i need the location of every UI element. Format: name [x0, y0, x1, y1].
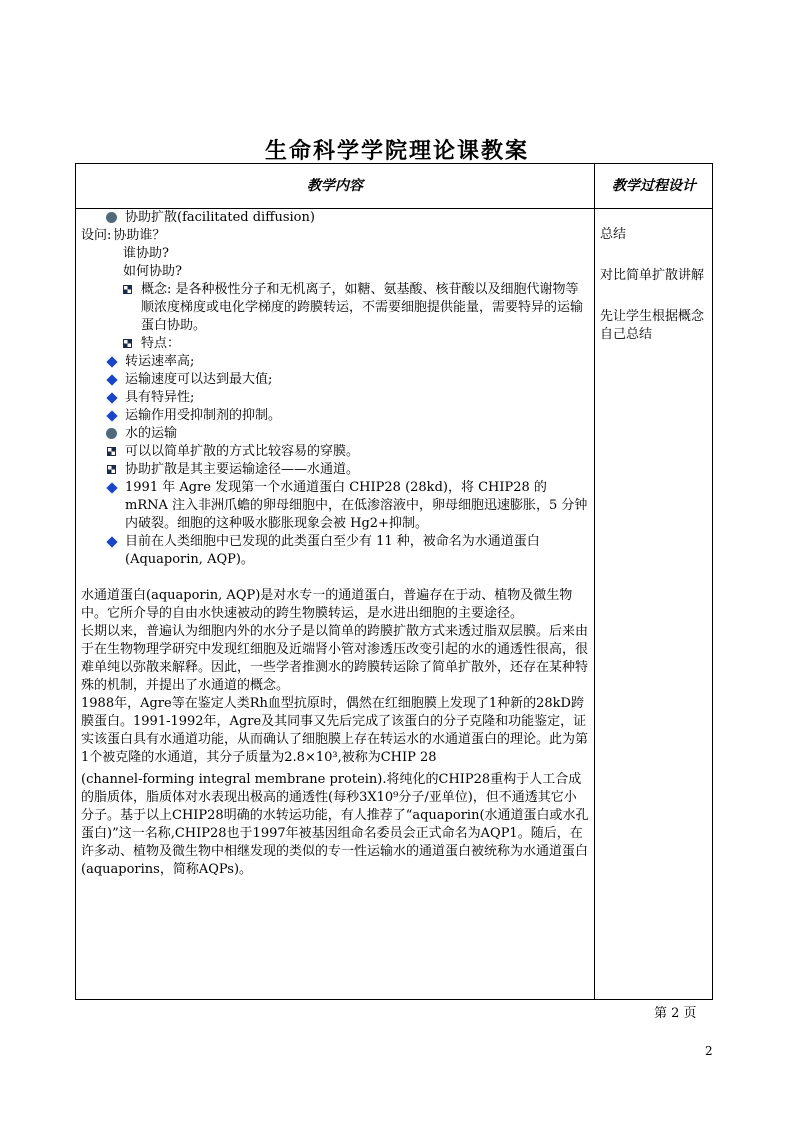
list-item — [81, 533, 589, 569]
diamond-bullet-icon — [105, 353, 119, 371]
teaching-content-cell — [81, 209, 589, 879]
design-note: 先让学生根据概念自己总结 — [600, 309, 705, 342]
design-note: 总结 — [600, 227, 627, 242]
list-item-text: 目前在人类细胞中已发现的此类蛋白至少有 11 种，被命名为水通道蛋白 (Aquaporin, AQP)。 — [125, 534, 540, 567]
checker-bullet-icon — [105, 461, 119, 479]
paragraph: (channel-forming integral membrane protein).将纯化的CHIP28重构于人工合成的脂质体，脂质体对水表现出极高的通透性(每秒3X10⁹分子/亚单位)，但不通透其它小分子。基于以上CHIP28明确的水转运功能，有人推荐了“aquaporin(水通道蛋白或水孔蛋白)”这一名称,CHIP28也于1997年被基因组命名委员会正式命名为AQP1。随后，在许多动、植物及微生物中相继发现的类似的专一性运输水的通道蛋白被统称为水通道蛋白(aquaporins，简称AQPs)。 — [81, 772, 589, 877]
question-row — [81, 263, 589, 281]
question-row — [81, 227, 589, 245]
list-item — [81, 425, 589, 443]
question-row — [81, 245, 589, 263]
list-item — [81, 407, 589, 425]
list-item-text: 特点： — [141, 336, 181, 351]
question-text: 如何协助? — [123, 264, 182, 279]
lesson-plan-table — [75, 163, 713, 1000]
page-title: 生命科学学院理论课教案 — [264, 138, 529, 164]
checker-bullet-icon — [121, 335, 135, 353]
paragraph: 1988年，Agre等在鉴定人类Rh血型抗原时，偶然在红细胞膜上发现了1种新的28kD跨膜蛋白。1991-1992年，Agre及其同事又先后完成了该蛋白的分子克隆和功能鉴定，证实该蛋白具有水通道功能，从而确认了细胞膜上存在转运水的水通道蛋白的理论。此为第1个被克隆的水通道，其分子质量为2.8×10³,被称为CHIP 28 — [81, 696, 589, 765]
question-label: 设问: — [81, 228, 112, 243]
design-note: 对比简单扩散讲解 — [600, 268, 705, 283]
list-item-text: 运输速度可以达到最大值; — [125, 372, 273, 387]
list-item-text: 运输作用受抑制剂的抑制。 — [125, 408, 282, 423]
list-item-text: 概念: 是各种极性分子和无机离子，如糖、氨基酸、核苷酸以及细胞代谢物等顺浓度梯度或电化学梯度的跨膜转运，不需要细胞提供能量，需要特异的运输蛋白协助。 — [141, 282, 584, 333]
teaching-design-header: 教学过程设计 — [612, 178, 696, 194]
teaching-content-header: 教学内容 — [307, 178, 363, 194]
list-item-text: 可以以简单扩散的方式比较容易的穿膜。 — [125, 444, 360, 459]
list-item — [81, 389, 589, 407]
page-label: 第 2 页 — [654, 1006, 697, 1021]
spacer — [81, 569, 589, 587]
circle-bullet-icon — [105, 425, 119, 443]
diamond-bullet-icon — [105, 407, 119, 425]
list-item-text: 1991 年 Agre 发现第一个水通道蛋白 CHIP28 (28kd)，将 CHIP28 的 mRNA 注入非洲爪蟾的卵母细胞中，在低渗溶液中，卵母细胞迅速膨胀，5 分钟内破裂。细胞的这种吸水膨胀现象会被 Hg2+抑制。 — [125, 480, 588, 531]
checker-bullet-icon — [105, 443, 119, 461]
diamond-bullet-icon — [105, 389, 119, 407]
list-item — [81, 461, 589, 479]
column-divider — [594, 164, 595, 999]
question-text: 谁协助? — [123, 246, 169, 261]
teaching-design-cell — [600, 226, 708, 367]
list-item-text: 具有特异性; — [125, 390, 195, 405]
diamond-bullet-icon — [105, 533, 119, 551]
section-heading: 水的运输 — [125, 426, 178, 441]
list-item — [81, 209, 589, 227]
list-item-text: 转运速率高; — [125, 354, 195, 369]
diamond-bullet-icon — [105, 371, 119, 389]
list-item — [81, 371, 589, 389]
paragraph: 长期以来，普遍认为细胞内外的水分子是以简单的跨膜扩散方式来透过脂双层膜。后来由于在生物物理学研究中发现红细胞及近端肾小管对渗透压改变引起的水的通透性很高，很难单纯以弥散来解释。因此，一些学者推测水的跨膜转运除了简单扩散外，还存在某种特殊的机制，并提出了水通道的概念。 — [81, 624, 589, 693]
checker-bullet-icon — [121, 281, 135, 299]
list-item — [81, 335, 589, 353]
section-heading: 协助扩散(facilitated diffusion) — [125, 210, 315, 225]
list-item — [81, 443, 589, 461]
diamond-bullet-icon — [105, 479, 119, 497]
question-text: 协助谁？ — [113, 228, 166, 243]
list-item — [81, 353, 589, 371]
list-item-text: 协助扩散是其主要运输途径——水通道。 — [125, 462, 360, 477]
paragraph: 水通道蛋白(aquaporin, AQP)是对水专一的通道蛋白，普遍存在于动、植物及微生物中。它所介导的自由水快速被动的跨生物膜转运，是水进出细胞的主要途径。 — [81, 588, 573, 621]
page-number: 2 — [705, 1044, 713, 1058]
list-item — [81, 281, 589, 335]
circle-bullet-icon — [105, 209, 119, 227]
list-item — [81, 479, 589, 533]
